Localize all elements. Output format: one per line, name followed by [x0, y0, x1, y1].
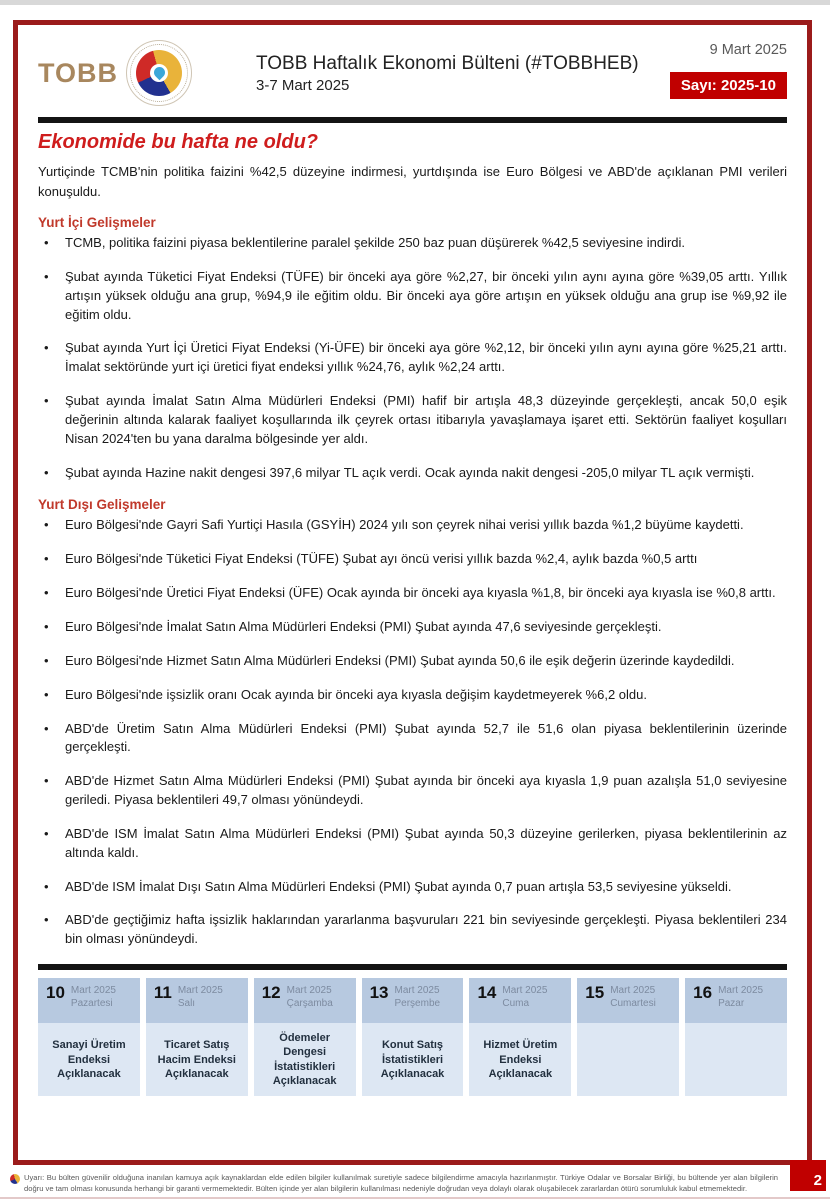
calendar-day-header — [38, 978, 140, 1023]
day-event — [685, 1023, 787, 1096]
section-title-domestic: Yurt İçi Gelişmeler — [38, 215, 156, 230]
calendar-day-tuesday — [146, 978, 248, 1096]
day-label — [71, 984, 116, 1010]
day-month: Mart 2025 — [394, 985, 440, 997]
bullet-item: • Euro Bölgesi'nde Gayri Safi Yurtiçi Hasıla (GSYİH) 2024 yılı son çeyrek nihai verisi yıllık bazda %1,2 büyüme kaydetti. — [38, 516, 787, 535]
bullet-item: • Şubat ayında Hazine nakit dengesi 397,6 milyar TL açık verdi. Ocak ayında nakit dengesi -205,0 milyar TL açık vermişti. — [38, 464, 787, 483]
bullet-item: • ABD'de ISM İmalat Satın Alma Müdürleri Endeksi (PMI) Şubat ayında 50,3 düzeyine gerilerken, piyasa beklentilerinin az altında kaldı. — [38, 825, 787, 863]
intro-paragraph: Yurtiçinde TCMB'nin politika faizini %42,5 düzeyine indirmesi, yurtdışında ise Euro Bölgesi ve ABD'de açıklanan PMI verileri konuşuldu. — [38, 164, 787, 199]
day-number: 11 — [153, 983, 172, 1003]
day-month: Mart 2025 — [610, 985, 656, 997]
bullet-item: • Euro Bölgesi'nde işsizlik oranı Ocak ayında bir önceki aya kıyasla değişim kaydetmeyerek %6,2 oldu. — [38, 686, 787, 705]
disclaimer-line-1: Uyarı: Bu bülten güvenilir olduğuna inanılan kamuya açık kaynaklardan elde edilen bilgiler kullanılmak suretiyle sadece bilgilendirme amacıyla hazırlanmıştır. Türkiye Odalar ve Borsalar Birliği, bu bültende yer alan bilgilerin doğru ve tam — [24, 1173, 778, 1193]
calendar-day-header — [362, 978, 464, 1023]
section-headline: Ekonomide bu hafta ne oldu? — [38, 131, 318, 153]
bullet-item: • ABD'de geçtiğimiz hafta işsizlik haklarından yararlanma başvuruları 221 bin seviyesinde gerçekleşti. Piyasa beklentileri 234 bin olması yönündeydi. — [38, 911, 787, 949]
calendar-day-header — [469, 978, 571, 1023]
calendar-day-header — [146, 978, 248, 1023]
bottom-hairline — [0, 1197, 830, 1199]
day-number: 10 — [46, 983, 65, 1003]
day-label — [287, 984, 333, 1010]
day-weekday: Pazartesi — [70, 997, 113, 1009]
tobb-emblem-icon — [126, 40, 192, 106]
bullet-item: • Euro Bölgesi'nde Üretici Fiyat Endeksi (ÜFE) Ocak ayında bir önceki aya kıyasla %1,8, bir önceki aya kıyasla ise %0,8 arttı. — [38, 584, 787, 603]
day-month: Mart 2025 — [718, 985, 764, 997]
bullet-item: • Euro Bölgesi'nde İmalat Satın Alma Müdürleri Endeksi (PMI) Şubat ayında 47,6 seviyesinde gerçekleşti. — [38, 618, 787, 637]
calendar-day-monday — [38, 978, 140, 1096]
calendar-day-saturday — [577, 978, 679, 1096]
calendar-day-sunday — [685, 978, 787, 1096]
header-meta — [670, 42, 787, 99]
day-weekday: Cumartesi — [610, 997, 656, 1009]
calendar-day-header — [577, 978, 679, 1023]
day-weekday: Çarşamba — [286, 997, 333, 1009]
day-month: Mart 2025 — [286, 985, 332, 997]
bullet-item: • Euro Bölgesi'nde Hizmet Satın Alma Müdürleri Endeksi (PMI) Şubat ayında 50,6 ile eşik değerin üzerinde kaydedildi. — [38, 652, 787, 671]
day-weekday: Cuma — [502, 997, 530, 1009]
day-label — [502, 984, 547, 1010]
section-title-foreign: Yurt Dışı Gelişmeler — [38, 497, 166, 513]
day-number: 12 — [261, 983, 281, 1003]
calendar-day-wednesday — [254, 978, 356, 1096]
bullet-item: • ABD'de ISM İmalat Dışı Satın Alma Müdürleri Endeksi (PMI) Şubat ayında 0,7 puan artışla 53,5 seviyesine yükseldi. — [38, 878, 787, 897]
page-number-badge: 2 — [790, 1160, 826, 1191]
day-event: Ticaret Satış Hacim Endeksi Açıklanacak — [146, 1023, 248, 1096]
day-event: Sanayi Üretim Endeksi Açıklanacak — [38, 1023, 140, 1096]
bulletin-title: TOBB Haftalık Ekonomi Bülteni (#TOBBHEB) — [256, 52, 639, 74]
bullet-item: • Euro Bölgesi'nde Tüketici Fiyat Endeksi (TÜFE) Şubat ayı öncü verisi yıllık bazda %2,4, aylık bazda %0,5 arttı — [38, 550, 787, 569]
calendar-day-thursday — [362, 978, 464, 1096]
domestic-bullet-list — [38, 234, 787, 482]
issue-badge: Sayı: 2025-10 — [670, 72, 787, 99]
day-month: Mart 2025 — [70, 985, 116, 997]
disclaimer-text — [24, 1172, 778, 1194]
tobb-mini-emblem-icon — [10, 1174, 20, 1184]
title-block — [228, 52, 670, 95]
weekly-calendar — [38, 978, 787, 1096]
day-number: 15 — [585, 983, 605, 1003]
day-month: Mart 2025 — [502, 985, 548, 997]
bullet-item: • TCMB, politika faizini piyasa beklentilerine paralel şekilde 250 baz puan düşürerek %42,5 seviyesine indirdi. — [38, 234, 787, 253]
day-event: Ödemeler Dengesi İstatistikleri Açıklanacak — [254, 1023, 356, 1096]
tobb-logo — [38, 40, 228, 106]
calendar-divider — [38, 964, 787, 970]
bulletin-frame — [13, 20, 812, 1165]
bullet-item: • ABD'de Üretim Satın Alma Müdürleri Endeksi (PMI) Şubat ayında 52,7 ile 51,6 olan piyasa beklentilerinin üzerinde gerçekleşti. — [38, 720, 787, 758]
day-event — [577, 1023, 679, 1096]
day-label — [610, 984, 656, 1010]
day-number: 16 — [693, 983, 713, 1003]
day-label — [718, 984, 763, 1010]
header — [38, 31, 787, 115]
bullet-item: • Şubat ayında Yurt İçi Üretici Fiyat Endeksi (Yi-ÜFE) bir önceki aya göre %2,12, bir önceki yılın aynı ayına göre %25,21 arttı. İmalat sektöründe yurt içi üretici fiyat endeksi yıllık %24,76, aylık %2,24 arttı. — [38, 339, 787, 377]
day-event: Hizmet Üretim Endeksi Açıklanacak — [469, 1023, 571, 1096]
day-weekday: Perşembe — [394, 997, 441, 1009]
footer-disclaimer — [10, 1172, 778, 1194]
disclaimer-line-2: olması konusunda herhangi bir garanti vermemektedir. Bülten içinde yer alan bilgilerin kullanılması nedeniyle doğrudan veya dolaylı olarak oluşabilecek zararlardan ötürü sorumluluk kabul etmemektedir. — [70, 1184, 748, 1193]
calendar-day-header — [254, 978, 356, 1023]
day-event: Konut Satış İstatistikleri Açıklanacak — [362, 1023, 464, 1096]
bullet-item: • Şubat ayında Tüketici Fiyat Endeksi (TÜFE) bir önceki aya göre %2,27, bir önceki yılın aynı ayına göre %39,05 arttı. Yıllık artışın yüksek olduğu ana grup, %94,9 ile eğitim oldu. Bir önceki aya göre artışın en yüksek olduğu ana grup ise %9,92 ile eğitim oldu. — [38, 268, 787, 325]
day-weekday: Pazar — [718, 997, 745, 1009]
bullet-item: • Şubat ayında İmalat Satın Alma Müdürleri Endeksi (PMI) hafif bir artışla 48,3 düzeyinde gerçekleşti, ancak 50,0 eşik değerinin altında kalarak faaliyet koşullarında ilk çeyrek ortası itibarıyla yavaşlamaya işaret etti. Sektörün faaliyet koşulları Nisan 2024'ten bu yana daralma bölgesinde yer aldı. — [38, 392, 787, 449]
day-number: 14 — [477, 983, 497, 1003]
day-label — [395, 984, 441, 1010]
day-weekday: Salı — [177, 997, 196, 1009]
foreign-bullet-list — [38, 516, 787, 949]
bullet-item: • ABD'de Hizmet Satın Alma Müdürleri Endeksi (PMI) Şubat ayında bir önceki aya kıyasla 1,9 puan azalışla 51,0 seviyesine geriledi. Piyasa beklentileri 49,7 olması yönündeydi. — [38, 772, 787, 810]
day-month: Mart 2025 — [177, 985, 223, 997]
day-label — [178, 984, 223, 1010]
publication-date: 9 Mart 2025 — [709, 41, 787, 58]
scan-edge — [0, 0, 830, 5]
bulletin-week-range: 3-7 Mart 2025 — [256, 77, 350, 95]
calendar-day-friday — [469, 978, 571, 1096]
tobb-wordmark: TOBB — [38, 57, 119, 88]
calendar-day-header — [685, 978, 787, 1023]
day-number: 13 — [369, 983, 389, 1003]
header-divider — [38, 117, 787, 123]
